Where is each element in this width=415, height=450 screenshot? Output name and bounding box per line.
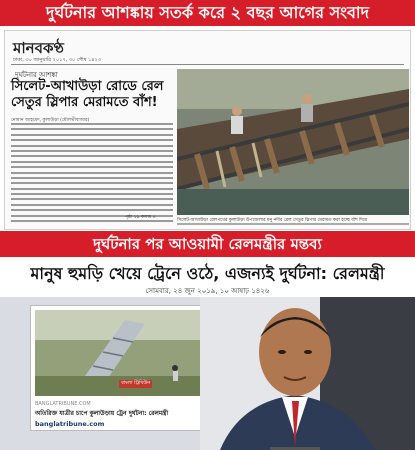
quote-date: সোমবার, ২৪ জুন ২০১৯, ১০ আষাঢ় ১৪২৬ xyxy=(145,287,270,295)
article-byline: নোমান আহমেদ, কুলাউড়া (মৌলভীবাজার) xyxy=(11,118,90,123)
article-headline: সিলেট-আখাউড়া রোডে রেল সেতুর স্লিপার মেরামতে বাঁশ! xyxy=(11,79,164,110)
mid-banner-headline: দুর্ঘটনার পর আওয়ামী রেলমন্ত্রীর মন্তব্য xyxy=(0,231,415,257)
source-url: banglatribune.com xyxy=(35,420,105,428)
source-logo: BANGLATRIBUNE.COM xyxy=(35,401,91,407)
newspaper-dateline: ঢাকা, ৩০ জানুয়ারি ২০১৭, ৩০ পৌষ ১৪২৩ xyxy=(13,57,102,63)
newspaper-masthead: মানবকণ্ঠ xyxy=(13,39,64,57)
masthead-rule xyxy=(11,64,404,65)
bottom-photo-section xyxy=(0,297,415,450)
minister-quote-headline: মানুষ হুমড়ি খেয়ে ট্রেনে ওঠে, এজন্যই দুর্ঘটনা: রেলমন্ত্রী xyxy=(30,264,385,283)
top-banner-headline: দুর্ঘটনার আশঙ্কায় সতর্ক করে ২ বছর আগের সংবাদ xyxy=(0,0,415,26)
news-card-headline: অতিরিক্ত যাত্রীর চাপে কুলাউড়ায় ট্রেন দুর্ঘটনা: রেলমন্ত্রী xyxy=(35,410,169,417)
newspaper-clipping xyxy=(4,30,411,230)
article-continued: পৃষ্ঠা ১৯ কলাম ৪ xyxy=(125,215,156,220)
article-body-text xyxy=(11,123,173,225)
source-tag: বাংলা ট্রিবিউন xyxy=(121,380,151,386)
bridge-repair-photo xyxy=(177,69,409,215)
news-card xyxy=(30,305,208,431)
caption-rule xyxy=(177,223,409,225)
article-kicker: দুর্ঘটনার আশঙ্কা xyxy=(15,71,58,79)
photo-caption: সিলেট-আখাউড়া রেলপথের কুলাউড়া উপজেলার মনু নদীর রেল সেতুর স্লিপার মেরামত করা হচ্ছে বাঁশ দিয়ে xyxy=(177,218,368,223)
minister-portrait xyxy=(200,297,415,450)
